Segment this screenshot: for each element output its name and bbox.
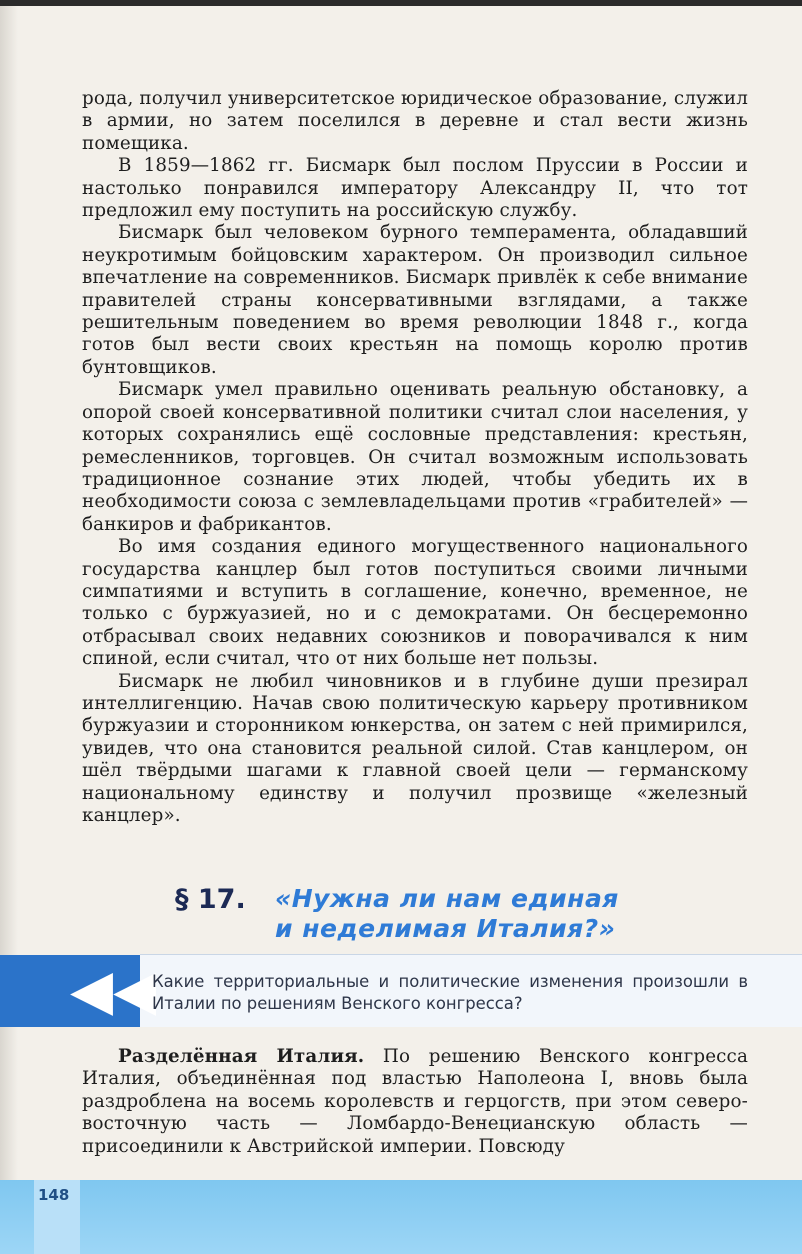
section-number: § 17. [175,884,246,915]
paragraph-2: В 1859—1862 гг. Бисмарк был послом Пруссии в России и настолько понравился императору Александру II, что тот предложил ему поступить на российскую службу. [82,155,748,222]
page-footer [0,1180,802,1254]
subheading-divided-italy: Разделённая Италия. [118,1046,365,1067]
main-text-bottom [82,1046,748,1158]
paragraph-3: Бисмарк был человеком бурного темперамента, обладавший неукротимым бойцовским характером. Он производил сильное впечатление на современников. Бисмарк привлёк к себе внимание правителей страны консервативными взглядами, а также решительным поведением во время революции 1848 г., когда готов был вести своих крестьян на помощь королю против бунтовщиков. [82,222,748,378]
paragraph-6: Бисмарк не любил чиновников и в глубине души презирал интеллигенцию. Начав свою политическую карьеру противником буржуазии и сторонником юнкерства, он затем с ней примирился, увидев, что она становится реальной силой. Став канцлером, он шёл твёрдыми шагами к главной своей цели — германскому национальному единству и получил прозвище «железный канцлер». [82,670,748,826]
page-top-edge [0,0,802,6]
section-title-line2: и неделимая Италия?» [275,914,616,943]
page-number: 148 [38,1186,70,1204]
paragraph-1: рода, получил университетское юридическое образование, служил в армии, но затем поселился в деревне и стал вести жизнь помещика. [82,88,748,154]
paragraph-5: Во имя создания единого могущественного национального государства канцлер был готов поступиться своими личными симпатиями и вступить в соглашение, конечно, временное, не только с буржуазией, но и с демократами. Он бесцеремонно отбрасывал своих недавних союзников и поворачивался к ним спиной, если считал, что от них больше нет пользы. [82,536,748,670]
paragraph-4: Бисмарк умел правильно оценивать реальную обстановку, а опорой своей консервативной политики считал слои населения, у которых сохранялись ещё сословные представления: крестьян, ремесленников, торговцев. Он считал возможным использовать традиционное сознание этих людей, чтобы убедить их в необходимости союза с землевладельцами против «грабителей» — банкиров и фабрикантов. [82,379,748,535]
main-text-top [82,88,748,827]
page-binding-shadow [0,6,18,1254]
paragraph-7 [82,1046,748,1158]
review-question-box [0,955,802,1027]
paragraph-7-text: По решению Венского конгресса Италия, объединённая под властью Наполеона I, вновь была раздроблена на восемь королевств и герцогств, при этом северо-восточную часть — Ломбардо-Венецианскую область — присоединили к Австрийской империи. Повсюду [82,1046,748,1157]
section-heading [175,880,735,950]
section-title-line1: «Нужна ли нам единая [275,884,619,913]
review-question-text: Какие территориальные и политические изменения произошли в Италии по решениям Венского конгресса? [152,972,748,1013]
rewind-icon: ◀◀ [70,958,157,1023]
